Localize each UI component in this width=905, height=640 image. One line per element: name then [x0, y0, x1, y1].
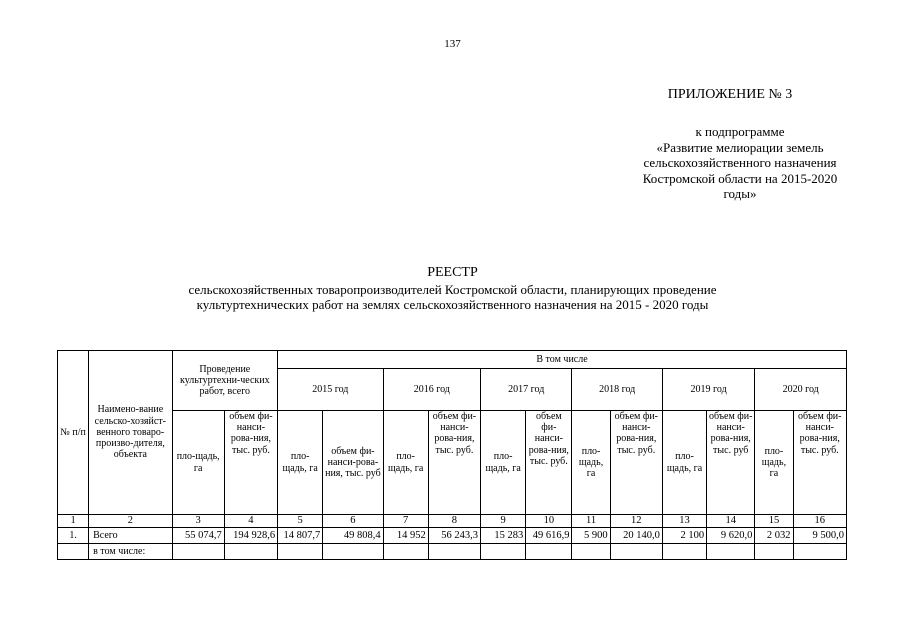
registry-subtitle-line: сельскохозяйственных товаропроизводителей Костромской области, планирующих проведение [188, 282, 717, 297]
header-year: 2015 год [278, 369, 384, 411]
header-area: пло-щадь, га [662, 411, 706, 515]
subprogram-line: к подпрограмме [695, 124, 785, 139]
header-financing: объем фи-нанси-рова-ния, тыс. руб. [526, 411, 572, 515]
subprogram-line: «Развитие мелиорации земель [656, 139, 824, 155]
header-area: пло-щадь, га [383, 411, 428, 515]
cell-value [610, 544, 662, 560]
header-name: Наимено-вание сельско-хозяйст-венного товаро-произво-дителя, объекта [89, 351, 172, 515]
header-financing: объем фи-нанси-рова-ния, тыс. руб [323, 411, 383, 515]
column-index: 11 [572, 515, 610, 528]
cell-value: 194 928,6 [224, 528, 277, 544]
cell-value [707, 544, 755, 560]
header-year: 2016 год [383, 369, 480, 411]
table-row [58, 544, 847, 560]
cell-value: 56 243,3 [428, 528, 480, 544]
column-index: 9 [481, 515, 526, 528]
header-financing: объем фи-нанси-рова-ния, тыс. руб. [610, 411, 662, 515]
header-area: пло-щадь, га [755, 411, 793, 515]
row-name: в том числе: [89, 544, 172, 560]
registry-table [57, 350, 847, 560]
column-index: 14 [707, 515, 755, 528]
cell-value [278, 544, 323, 560]
column-index: 8 [428, 515, 480, 528]
column-index: 12 [610, 515, 662, 528]
cell-value [662, 544, 706, 560]
page-number: 137 [444, 38, 461, 50]
header-financing: объем фи-нанси-рова-ния, тыс. руб [707, 411, 755, 515]
subprogram-line: сельскохозяйственного назначения [643, 155, 837, 170]
cell-value [572, 544, 610, 560]
subprogram-reference [600, 124, 880, 202]
header-year: 2019 год [662, 369, 754, 411]
cell-value: 9 500,0 [793, 528, 846, 544]
registry-title: РЕЕСТР [427, 265, 478, 280]
registry-subtitle [0, 282, 905, 312]
column-index: 4 [224, 515, 277, 528]
cell-value [224, 544, 277, 560]
column-index: 15 [755, 515, 793, 528]
cell-value: 5 900 [572, 528, 610, 544]
column-index: 10 [526, 515, 572, 528]
cell-value [481, 544, 526, 560]
header-financing: объем фи-нанси-рова-ния, тыс. руб. [793, 411, 846, 515]
header-year: 2018 год [572, 369, 662, 411]
cell-value [172, 544, 224, 560]
row-name: Всего [89, 528, 172, 544]
cell-value [323, 544, 383, 560]
row-num: 1. [58, 528, 89, 544]
column-index: 6 [323, 515, 383, 528]
cell-value [383, 544, 428, 560]
cell-value: 49 616,9 [526, 528, 572, 544]
header-including: В том числе [278, 351, 847, 369]
cell-value: 49 808,4 [323, 528, 383, 544]
table-row [58, 528, 847, 544]
cell-value: 14 952 [383, 528, 428, 544]
cell-value [526, 544, 572, 560]
header-year: 2020 год [755, 369, 847, 411]
column-index: 7 [383, 515, 428, 528]
header-area: пло-щадь, га [172, 411, 224, 515]
column-index: 13 [662, 515, 706, 528]
appendix-label: ПРИЛОЖЕНИЕ № 3 [667, 87, 793, 102]
registry-subtitle-line: культуртехнических работ на землях сельскохозяйственного назначения на 2015 - 2020 годы [196, 297, 709, 312]
header-area: пло-щадь, га [278, 411, 323, 515]
column-index: 3 [172, 515, 224, 528]
cell-value: 9 620,0 [707, 528, 755, 544]
cell-value [428, 544, 480, 560]
column-index: 5 [278, 515, 323, 528]
header-year: 2017 год [481, 369, 572, 411]
column-index: 16 [793, 515, 846, 528]
header-area: пло-щадь, га [572, 411, 610, 515]
cell-value: 2 032 [755, 528, 793, 544]
header-total: Проведение культуртехни-ческих работ, всего [172, 351, 278, 411]
subprogram-line: Костромской области на 2015-2020 [642, 170, 838, 186]
header-financing: объем фи-нанси-рова-ния, тыс. руб. [224, 411, 277, 515]
cell-value [755, 544, 793, 560]
row-num [58, 544, 89, 560]
cell-value: 20 140,0 [610, 528, 662, 544]
cell-value: 15 283 [481, 528, 526, 544]
header-num: № п/п [58, 351, 89, 515]
cell-value: 14 807,7 [278, 528, 323, 544]
cell-value [793, 544, 846, 560]
header-financing: объем фи-нанси-рова-ния, тыс. руб. [428, 411, 480, 515]
cell-value: 2 100 [662, 528, 706, 544]
header-area: пло-щадь, га [481, 411, 526, 515]
subprogram-line: годы» [723, 186, 757, 201]
cell-value: 55 074,7 [172, 528, 224, 544]
column-index: 2 [89, 515, 172, 528]
column-index: 1 [58, 515, 89, 528]
